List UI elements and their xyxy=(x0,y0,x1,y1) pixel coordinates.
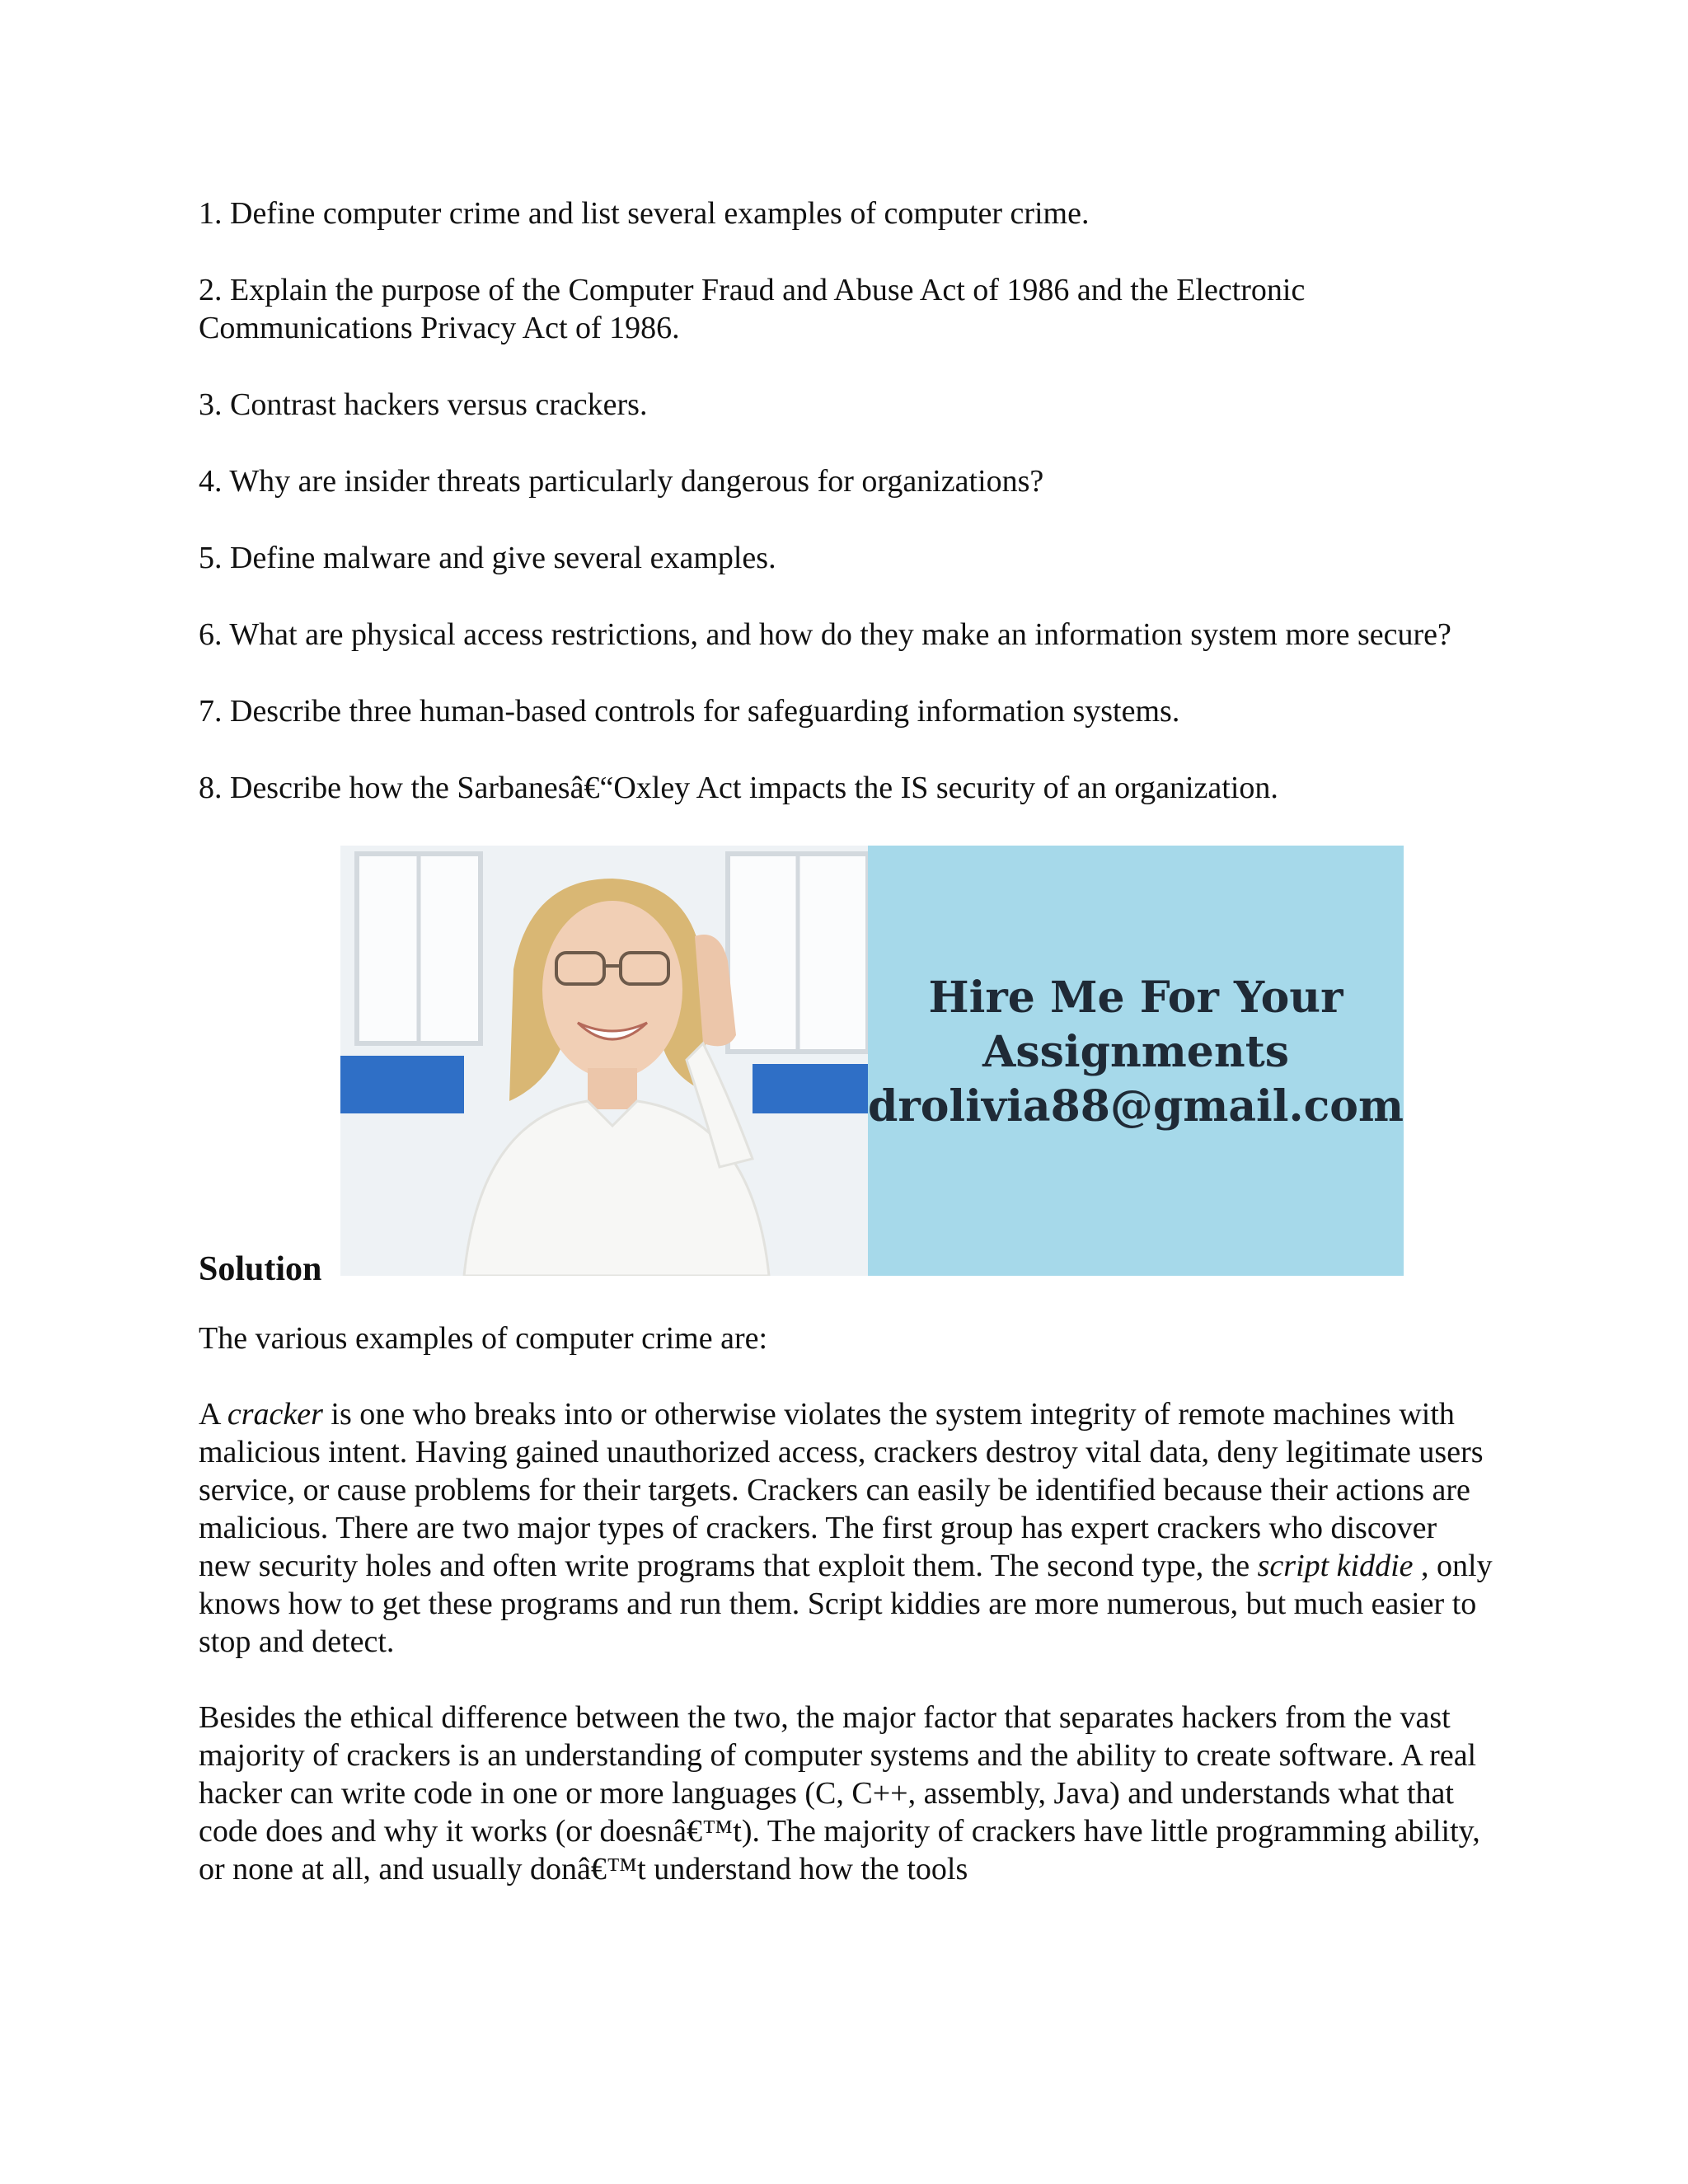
question-8: 8. Describe how the Sarbanesâ€“Oxley Act impacts the IS security of an organization. xyxy=(199,771,1278,805)
question-1: 1. Define computer crime and list several examples of computer crime. xyxy=(199,196,1090,231)
solution-heading: Solution xyxy=(199,1250,322,1288)
promo-banner xyxy=(340,846,1404,1276)
p1-text-a: A xyxy=(199,1397,227,1432)
promo-email: drolivia88@gmail.com xyxy=(867,1081,1404,1132)
question-7: 7. Describe three human-based controls for safeguarding information systems. xyxy=(199,694,1180,729)
term-cracker: cracker xyxy=(227,1397,323,1432)
solution-paragraph-1 xyxy=(199,1395,1493,1661)
promo-line-2: Assignments xyxy=(982,1027,1289,1077)
question-2: 2. Explain the purpose of the Computer Fraud and Abuse Act of 1986 and the Electronic Communications Privacy Act of 1986. xyxy=(199,273,1306,345)
woman-photo-illustration xyxy=(340,846,868,1276)
solution-intro: The various examples of computer crime are: xyxy=(199,1321,768,1356)
solution-header-row xyxy=(199,846,1493,1288)
p1-text-c: , only knows how to get these programs and run them. Script kiddies are more numerous, but much easier to stop and detect. xyxy=(199,1549,1493,1659)
document-content xyxy=(199,194,1493,1926)
question-3: 3. Contrast hackers versus crackers. xyxy=(199,387,648,422)
promo-photo xyxy=(340,846,868,1276)
question-4: 4. Why are insider threats particularly dangerous for organizations? xyxy=(199,464,1044,499)
p1-text-b: is one who breaks into or otherwise violates the system integrity of remote machines with malicious intent. Having gained unauthorized access, crackers destroy vital data, deny legitimate users service, or cause problems for their targets. Crackers can easily be identified because their actions are malicious. There are two major types of crackers. The first group has expert crackers who discover new security holes and often write programs that exploit them. The second type, the xyxy=(199,1397,1484,1583)
question-6: 6. What are physical access restrictions, and how do they make an information system more secure? xyxy=(199,617,1451,652)
term-script-kiddie: script kiddie xyxy=(1257,1549,1414,1583)
solution-paragraph-2: Besides the ethical difference between the two, the major factor that separates hackers from the vast majority of crackers is an understanding of computer systems and the ability to create software. A real hacker can write code in one or more languages (C, C++, assembly, Java) and understands what that code does and why it works (or doesnâ€™t). The majority of crackers have little programming ability, or none at all, and usually donâ€™t understand how the tools xyxy=(199,1700,1480,1886)
promo-line-1: Hire Me For Your xyxy=(928,972,1343,1023)
question-5: 5. Define malware and give several examples. xyxy=(199,541,776,575)
promo-text-panel xyxy=(868,846,1404,1276)
